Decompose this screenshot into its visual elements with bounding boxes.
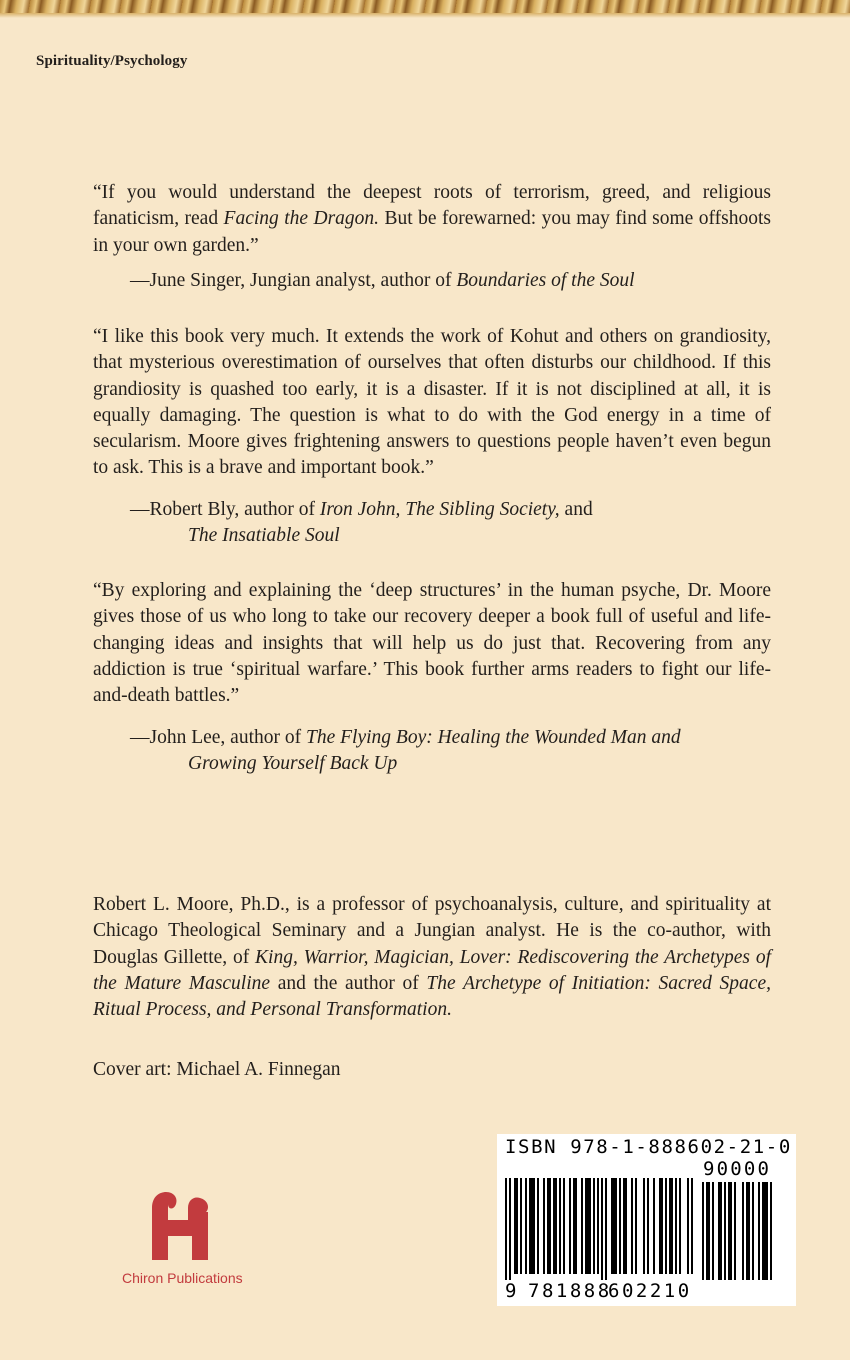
author-bio: Robert L. Moore, Ph.D., is a professor of psychoanalysis, culture, and spirituality at Chicago Theological Seminary and a Jungian analyst. He is the co-author, with Douglas Gillette, of King, Warrior, Magician, Lover: Rediscovering the Archetypes of the Mature Masculine and the author of The Archetype of Initiation: Sacred Space, Ritual Process, and Personal Transformation. (93, 894, 771, 1021)
chiron-logo-icon (148, 1190, 212, 1262)
category-label: Spirituality/Psychology (36, 53, 188, 69)
barcode-bar (525, 1178, 527, 1274)
barcode-bar (529, 1178, 535, 1274)
barcode-bar (659, 1178, 663, 1274)
ean-right-digits: 602210 (608, 1280, 692, 1302)
barcode-bar (520, 1178, 522, 1274)
barcode-bar (675, 1178, 677, 1274)
blurb-attribution-3: —John Lee, author of The Flying Boy: Healing the Wounded Man and Growing Yourself Back Up (130, 727, 681, 775)
barcode-bar (679, 1178, 681, 1274)
barcode-bar (712, 1182, 714, 1280)
barcode-bar (687, 1178, 689, 1274)
barcode-bar (597, 1178, 599, 1274)
barcode-bar (770, 1182, 772, 1280)
barcode-bar (569, 1178, 571, 1274)
barcode-bar (605, 1178, 607, 1280)
barcode-bar (619, 1178, 621, 1274)
barcode-bar (611, 1178, 617, 1274)
blurb-quote-3: “By exploring and explaining the ‘deep structures’ in the human psyche, Dr. Moore gives those of us who long to take our recovery deeper a book full of useful and life-changing ideas and insights that will help us do just that. Recovering from any addiction is true ‘spiritual warfare.’ This book further arms readers to fight our life-and-death battles.” (93, 580, 771, 707)
barcode-bar (742, 1182, 744, 1280)
publisher-name: Chiron Publications (122, 1270, 243, 1286)
barcode-bar (623, 1178, 627, 1274)
barcode (497, 1134, 796, 1306)
barcode-bar (691, 1178, 693, 1274)
barcode-bar (724, 1182, 726, 1280)
barcode-bar (631, 1178, 633, 1274)
barcode-bar (665, 1178, 667, 1274)
cover-art-credit: Cover art: Michael A. Finnegan (93, 1059, 341, 1080)
barcode-bar (728, 1182, 732, 1280)
price-code: 90000 (703, 1158, 772, 1180)
ean-first-digit: 9 (505, 1280, 517, 1302)
blurb-attribution-1: —June Singer, Jungian analyst, author of Boundaries of the Soul (130, 270, 635, 291)
barcode-bar (758, 1182, 760, 1280)
barcode-bar (509, 1178, 511, 1280)
barcode-bar (581, 1178, 583, 1274)
isbn-label: ISBN 978-1-888602-21-0 (505, 1136, 792, 1158)
barcode-bar (647, 1178, 649, 1274)
barcode-bar (601, 1178, 603, 1280)
barcode-bar (752, 1182, 754, 1280)
barcode-bar (553, 1178, 557, 1274)
barcode-bar (669, 1178, 673, 1274)
barcode-bar (547, 1178, 551, 1274)
barcode-bar (573, 1178, 577, 1274)
barcode-bar (702, 1182, 704, 1280)
barcode-bar (635, 1178, 637, 1274)
barcode-bar (746, 1182, 750, 1280)
barcode-bar (734, 1182, 736, 1280)
addon-barcode-bars (702, 1182, 788, 1280)
blurb-quote-2: “I like this book very much. It extends the work of Kohut and others on grandiosity, that mysterious overestimation of ourselves that often disturbs our childhood. If this grandiosity is quashed too early, it is a disaster. If it is not disciplined at all, it is equally damaging. The question is what to do with the God energy in a time of secularism. Moore gives frightening answers to questions people haven’t even begun to ask. This is a brave and important book.” (93, 326, 771, 479)
blurb-quote-1: “If you would understand the deepest roots of terrorism, greed, and religious fanaticism, read Facing the Dragon. But be forewarned: you may find some offshoots in your own garden.” (93, 182, 771, 256)
barcode-bar (643, 1178, 645, 1274)
barcode-bar (563, 1178, 565, 1274)
barcode-bar (718, 1182, 722, 1280)
blurb-attribution-2: —Robert Bly, author of Iron John, The Sibling Society, and The Insatiable Soul (130, 499, 593, 547)
barcode-bar (543, 1178, 545, 1274)
barcode-bar (514, 1178, 518, 1274)
barcode-bar (653, 1178, 655, 1274)
barcode-bar (593, 1178, 595, 1274)
barcode-bar (585, 1178, 591, 1274)
barcode-bar (706, 1182, 710, 1280)
barcode-bar (505, 1178, 507, 1280)
cover-art-strip (0, 0, 850, 18)
barcode-bar (762, 1182, 768, 1280)
ean-left-digits: 781888 (528, 1280, 612, 1302)
barcode-bar (559, 1178, 561, 1274)
ean-barcode-bars (505, 1178, 695, 1280)
publisher-logo (120, 1190, 250, 1262)
barcode-bar (537, 1178, 539, 1274)
